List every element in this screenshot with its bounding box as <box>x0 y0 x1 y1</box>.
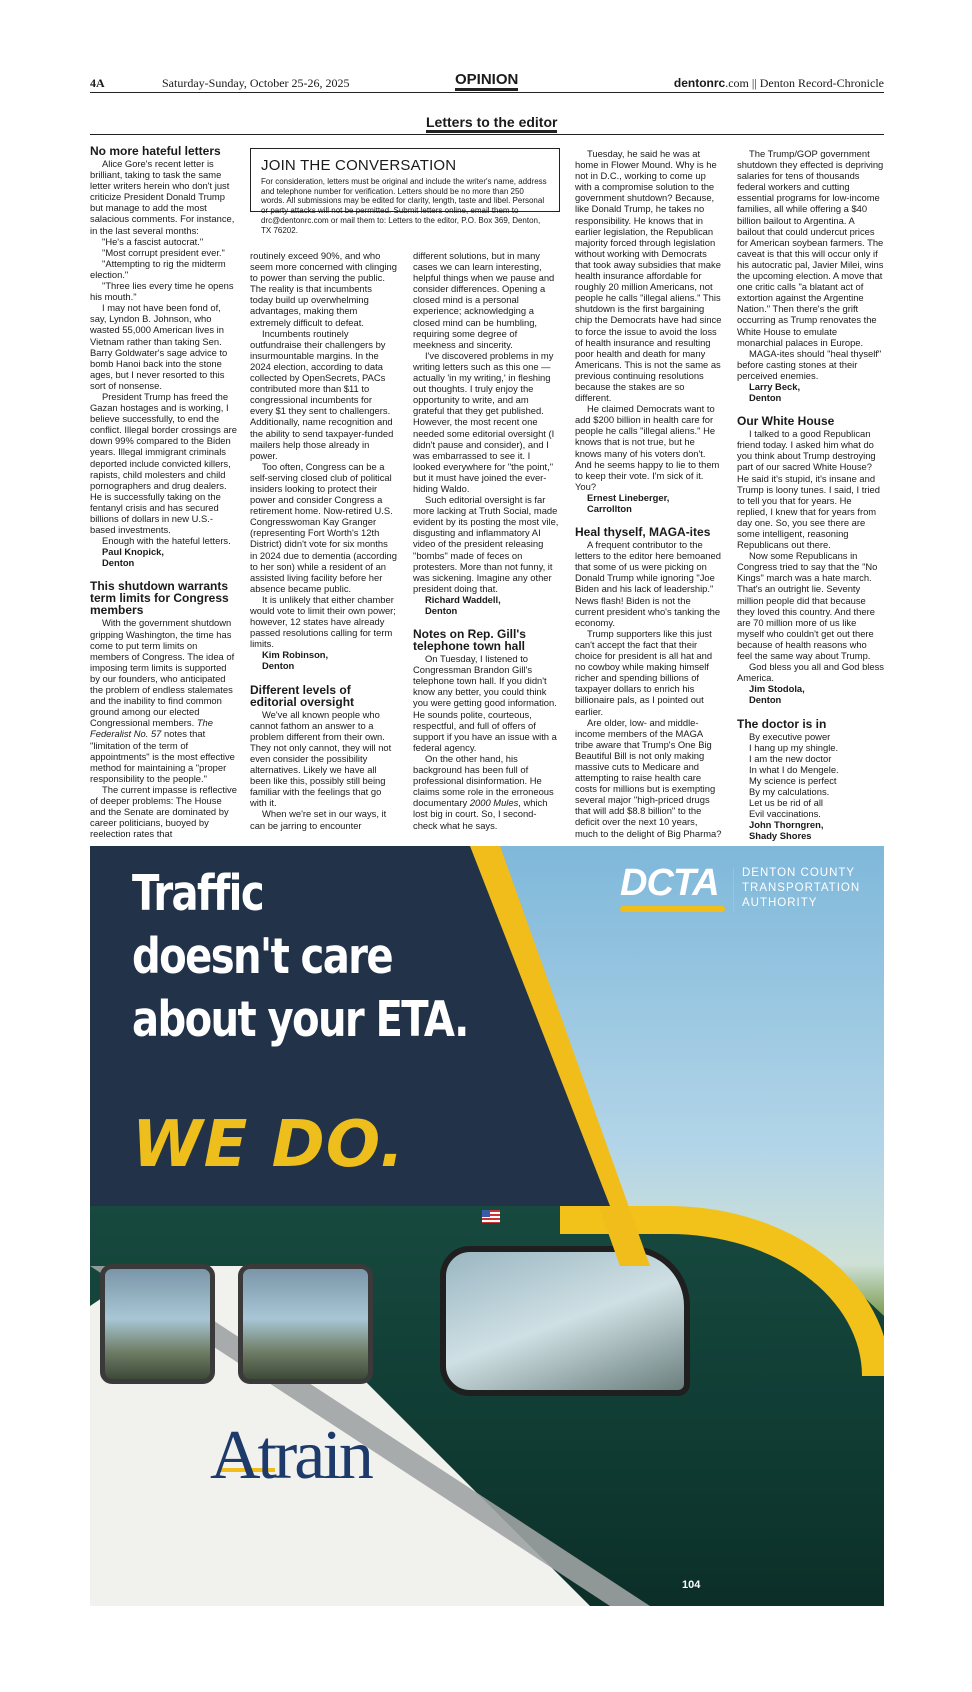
car-number: 104 <box>682 1579 701 1591</box>
letters-heading: Letters to the editor <box>426 114 557 133</box>
site-domain: dentonrc <box>673 76 726 90</box>
letter-headline: This shutdown warrants term limits for Congress members <box>90 579 229 618</box>
page-masthead <box>90 72 884 93</box>
ad-headline <box>132 862 468 1051</box>
column-1 <box>90 145 237 839</box>
column-2 <box>250 250 397 831</box>
letter-headline: Our White House <box>737 414 835 429</box>
poem-line: I hang up my shingle. <box>749 741 839 753</box>
dcta-advertisement[interactable] <box>90 846 884 1606</box>
letter-paragraph: When we're set in our ways, it can be jarring to encounter <box>250 808 387 831</box>
publication-title: The Federalist No. 57 <box>90 717 213 740</box>
page-number: 4A <box>90 76 105 90</box>
letter-headline: The doctor is in <box>737 716 827 731</box>
site-name <box>674 76 884 91</box>
poem-line: I am the new doctor <box>749 752 832 764</box>
letter-headline: No more hateful letters <box>90 144 221 158</box>
headline-line: Traffic <box>132 865 263 922</box>
letter-paragraph: Such editorial oversight is far more lacking at Truth Social, made evident by its posting the most vile, disgusting and inflammatory AI video of the president releasing "bombs" made of feces on protesters. More than not funny, it was sickening. Imagine any other president doing that. <box>413 494 559 594</box>
letter-paragraph: Enough with the hateful letters. <box>102 535 231 547</box>
letter-city: Shady Shores <box>749 830 812 842</box>
letter-city: Denton <box>749 694 782 706</box>
poem-line: By executive power <box>749 730 831 742</box>
join-conversation-box <box>250 148 560 235</box>
poem-line: By my calculations. <box>749 785 830 797</box>
letter-city: Denton <box>749 392 782 404</box>
letter-city: Carrollton <box>587 503 632 514</box>
ad-tagline: WE DO. <box>132 1108 406 1182</box>
letter-paragraph: different solutions, but in many cases we can learn interesting, helpful things when we pause and consider differences. Opening a closed mind is a personal experience; acknowledging a closed mind can be humbling, requiring some degree of meekness and sincerity. <box>413 250 555 350</box>
dcta-logo-swoosh <box>620 906 725 912</box>
train-cab-window <box>440 1246 690 1396</box>
agency-name <box>742 866 860 911</box>
letter-signature: Larry Beck, <box>749 380 801 392</box>
letter-signature: Kim Robinson, <box>262 649 329 661</box>
agency-line: TRANSPORTATION <box>742 882 861 894</box>
paragraph-text: With the government shutdown gripping Washington, the time has come to put term limits on members of Congress. The idea of imposing term limits is supported by our founders, who anticipated the problem of endless stalemates and the inability to find common ground among our elected Congressional members. <box>90 617 235 729</box>
letter-paragraph: Are older, low- and middle-income members of the MAGA tribe aware that Trump's One Big Beautiful Bill is not only making massive cuts to Medicare and attempting to raise health care costs for millions but is exempting several major "high-priced drugs that will add $8.8 billion" to the deficit over the next 10 years, much to the delight of Big Pharma? <box>575 716 722 839</box>
column-3 <box>413 250 560 831</box>
letter-quote: "He's a fascist autocrat." <box>102 235 204 247</box>
headline-line: about your ETA. <box>132 991 468 1048</box>
letter-paragraph: He claimed Democrats want to add $200 billion in health care for people he calls "illegal aliens." He knows that is not true, but he knows many of his voters don't. And he seems happy to lie to them to keep their vote. I'm sick of it. You? <box>575 403 720 492</box>
dcta-logo: DCTA <box>620 862 719 904</box>
letter-paragraph: The Trump/GOP government shutdown they effected is depriving salaries for tens of thousands federal workers and cutting essential programs for low-income families, all while offering a $40 billion bailout to Argentina. A bailout that could undercut prices for American soybean farmers. The caveat is that this will occur only if his autocratic pal, Javier Milei, wins the upcoming election. A move that one critic calls "a blatant act of extortion against the Argentine Nation." Then there's the grift occurring as Trump renovates the White House to emulate monarchial palaces in Europe. <box>737 148 884 348</box>
paragraph-text: On the other hand, his background has been full of professional disinformation. He claims some role in the erroneous documentary <box>413 752 554 809</box>
poem-line: In what I do Mengele. <box>749 763 839 775</box>
column-4 <box>575 148 722 839</box>
letter-paragraph: routinely exceed 90%, and who seem more concerned with clinging to power than serving the public. The reality is that incumbents today build up overwhelming advantages, making them extremely difficult to defeat. <box>250 250 397 328</box>
letter-city: Denton <box>102 557 135 569</box>
letter-headline: Heal thyself, MAGA-ites <box>575 525 711 540</box>
letter-quote: "Three lies every time he opens his mouth." <box>90 280 234 303</box>
letter-paragraph: We've all known people who cannot fathom an answer to a problem different from their own. They not only cannot, they will not even consider the possibility alternatives. Likely we have all been like this, possibly still being familiar with the feelings that go with it. <box>250 708 392 809</box>
letter-paragraph <box>413 753 560 831</box>
letter-paragraph: I've discovered problems in my writing letters such as this one — actually 'in my writing,' in fleshing out thoughts. I truly enjoy the opportunity to write, and am grateful that they get published. However, the most recent one needed some editorial oversight (I didn't pause and consider), and I was embarrassed to see it. I looked everywhere for "the point," but it must have joined the ever-hiding Waldo. <box>413 349 555 494</box>
letter-signature: Ernest Lineberger, <box>587 491 670 503</box>
letter-paragraph: MAGA-ites should "heal thyself" before casting stones at their perceived enemies. <box>737 347 882 381</box>
agency-line: AUTHORITY <box>742 897 818 909</box>
letter-paragraph: Alice Gore's recent letter is brilliant, taking to task the same letter writers herein who don't just criticize President Donald Trump but manage to add the most salacious comments. For instance, in the last several months: <box>90 158 235 236</box>
letter-headline: Notes on Rep. Gill's telephone town hall <box>413 627 526 654</box>
letter-paragraph: A frequent contributor to the letters to the editor here bemoaned that some of us were picking on Donald Trump while ignoring "Joe Biden and his lack of leadership." News flash! Biden is not the current president who's tanking the economy. <box>575 539 721 628</box>
section-heading <box>90 112 884 135</box>
logo-divider <box>733 868 734 912</box>
letter-paragraph: I talked to a good Republican friend today. I asked him what do you think about Trump destroying part of our sacred White House? He said it's stupid, it's insane and Trump is loony tunes. I said, I tried to tell you that for years. He replied, I knew that for years from day one. So, you see there are some intelligent, reasoning Republicans out there. <box>737 428 880 551</box>
letter-signature: John Thorngren, <box>749 819 824 831</box>
letter-signature: Richard Waddell, <box>425 593 501 605</box>
join-title: JOIN THE CONVERSATION <box>261 157 457 174</box>
us-flag-icon <box>482 1210 500 1223</box>
letter-paragraph: President Trump has freed the Gazan hostages and is working, I believe successfully, to end the conflict. Illegal border crossings are down 99% compared to the Biden years. Illegal immigrant criminals deported include convicted killers, rapists, child molesters and child pornographers and drug dealers. He is successfully taking on the fentanyl crisis and has secured billions of dollars in new U.S.-based investments. <box>90 390 237 536</box>
letter-paragraph: It is unlikely that either chamber would vote to limit their own power; however, 12 states have already passed resolutions calling for term limits. <box>250 593 396 650</box>
train-window <box>238 1264 373 1384</box>
letter-quote: "Attempting to rig the midterm election." <box>90 257 226 280</box>
letter-paragraph: I may not have been fond of, say, Lyndon B. Johnson, who wasted 55,000 American lives in Vietnam rather than taking Sen. Barry Goldwater's sage advice to bomb Hanoi back into the stone ages, but I never resorted to this sort of nonsense. <box>90 302 228 391</box>
column-5 <box>737 148 884 841</box>
letter-paragraph: Trump supporters like this just can't accept the fact that their choice for president is all hat and no cowboy while making himself richer and spending billions of taxpayer dollars to enrich his billionaire pals, as I pointed out earlier. <box>575 627 713 717</box>
letter-paragraph: Tuesday, he said he was at home in Flower Mound. Why is he not in D.C., working to come up with a compromise solution to the government shutdown? Because, like Donald Trump, he takes no responsibility. He knows that in earlier legislation, the Republican majority forced through legislation without working with Democrats that took away subsidies that make health insurance affordable for roughly 20 million Americans, not people he calls "illegal aliens." This shutdown is the first bargaining chip the Democrats have had since to force the issue to avoid the loss of health insurance and resulting poor health and death for many Americans. This is not the same as previous continuing resolutions because the stakes are so different. <box>575 148 722 404</box>
headline-line: doesn't care <box>132 928 392 985</box>
join-body: For consideration, letters must be original and include the writer's name, address and telephone number for verification. Letters should be no more than 250 words. All submissions may be edited for clarity, length, taste and libel. Personal or party attacks will not be permitted. Submit letters online, email them to drc@dentonrc.com or mail them to: Letters to the editor, P.O. Box 369, Denton, TX 76202. <box>261 177 547 235</box>
letter-headline: Different levels of editorial oversight <box>250 682 355 709</box>
letter-paragraph: The current impasse is reflective of deeper problems: The House and the Senate are dominated by career politicians, buoyed by reelection rates that <box>90 783 237 840</box>
letter-city: Denton <box>425 605 458 616</box>
agency-line: DENTON COUNTY <box>742 867 856 879</box>
letter-paragraph: Too often, Congress can be a self-serving closed club of political insiders looking to protect their power and consider Congress a retirement home. Now-retired U.S. Congresswoman Kay Granger (representing Fort Worth's 12th District) didn't vote for six months in 2024 due to dementia (according to her son) while a resident of an assisted living facility before her absence became public. <box>250 460 397 594</box>
atrain-logo: Atrain <box>210 1417 371 1494</box>
issue-date: Saturday-Sunday, October 25-26, 2025 <box>162 76 350 90</box>
letter-paragraph <box>90 617 237 783</box>
letter-paragraph: On Tuesday, I listened to Congressman Brandon Gill's telephone town hall. If you didn't know any better, you could think you were getting good information. He sounds polite, courteous, respectful, and full of offers of support if you have an issue with a federal agency. <box>413 653 557 753</box>
paragraph-text: notes that "limitation of the term of appointments" is the most effective method for maintaining a "proper responsibility to the people." <box>90 728 235 784</box>
film-title: 2000 Mules <box>469 797 519 809</box>
site-suffix: .com || Denton Record-Chronicle <box>725 76 884 90</box>
letter-paragraph: Now some Republicans in Congress tried to say that the "No Kings" march was a hate march. That's an outright lie. Seventy million people did that because they loved this country. And there are 70 million more of us like myself who couldn't get out there because of health reasons who feel the same way about Trump. <box>737 550 878 662</box>
letter-paragraph: Incumbents routinely outfundraise their challengers by insurmountable margins. In the 2024 election, according to data collected by OpenSecrets, PACs contributed more than $11 to congressional incumbents for every $1 they sent to challengers. Additionally, name recognition and the ability to send taxpayer-funded mailers help those already in power. <box>250 327 394 461</box>
train-window <box>100 1264 215 1384</box>
poem-line: Let us be rid of all <box>749 797 824 809</box>
paragraph-text: , which lost big in court. So, I second-check what he says. <box>413 797 548 831</box>
letter-city: Denton <box>262 660 295 672</box>
letter-signature: Jim Stodola, <box>749 683 805 695</box>
letter-paragraph: God bless you all and God bless America. <box>737 661 884 684</box>
letter-signature: Paul Knopick, <box>102 546 164 558</box>
section-title: OPINION <box>455 71 518 91</box>
letter-quote: "Most corrupt president ever." <box>102 246 225 258</box>
poem-line: Evil vaccinations. <box>749 808 821 820</box>
poem-line: My science is perfect <box>749 774 837 786</box>
